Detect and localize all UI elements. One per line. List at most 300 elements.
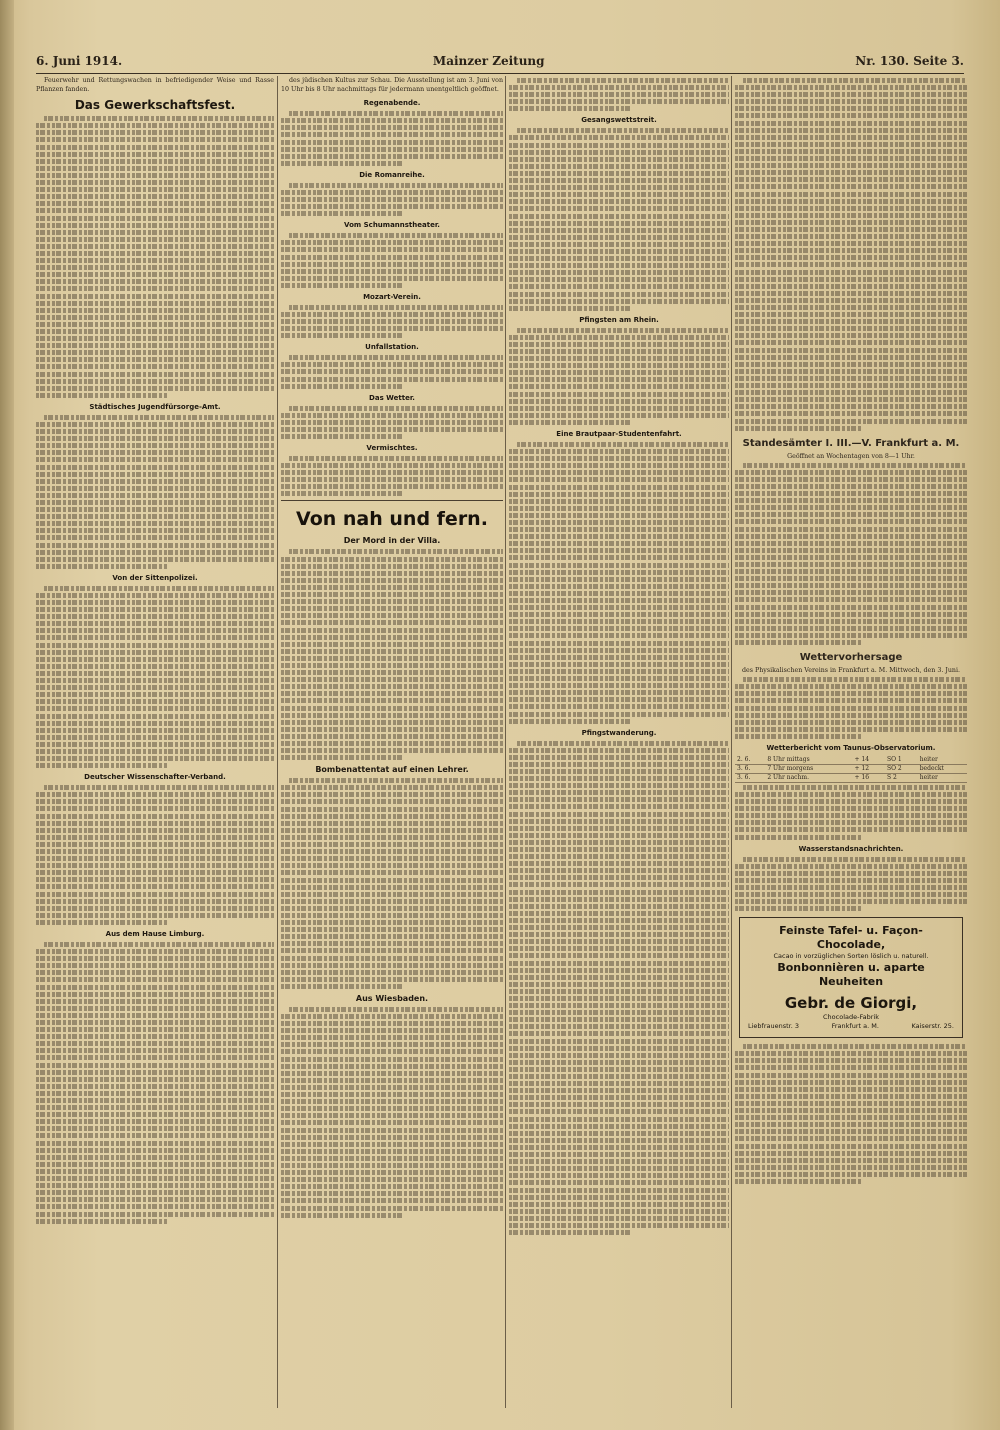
- text-line: [735, 1080, 967, 1085]
- text-line: [509, 1102, 729, 1107]
- col3-body-text: [509, 442, 729, 724]
- text-line: [509, 690, 729, 695]
- text-line: [509, 882, 729, 887]
- text-line: [509, 492, 729, 497]
- text-line: [36, 336, 274, 341]
- text-line: [509, 199, 729, 204]
- text-line: [36, 1148, 274, 1153]
- text-line: [509, 178, 729, 183]
- text-line: [281, 484, 503, 489]
- text-line: [281, 247, 503, 252]
- text-line: [281, 154, 503, 159]
- text-line: [281, 906, 503, 911]
- text-line: [281, 420, 503, 425]
- text-line: [509, 399, 729, 404]
- text-line: [509, 776, 729, 781]
- col2-subheadline: Aus Wiesbaden.: [355, 993, 429, 1003]
- text-line: [509, 619, 729, 624]
- col1-body-text: [36, 415, 274, 569]
- text-line: [36, 379, 274, 384]
- col4-weather-subtitle: des Physikalischen Vereins in Frankfurt a. M. Mittwoch, den 3. Juni.: [742, 667, 960, 675]
- text-line: [509, 633, 729, 638]
- text-line: [735, 227, 967, 232]
- text-line: [509, 669, 729, 674]
- col4-body-text: [735, 78, 967, 431]
- text-line: [36, 159, 274, 164]
- col2-section-title: Unfallstation.: [365, 343, 419, 352]
- text-line: [509, 449, 729, 454]
- text-line: [735, 1065, 967, 1070]
- text-line: [44, 586, 274, 591]
- text-line: [509, 221, 729, 226]
- text-line: [281, 384, 403, 389]
- text-line: [509, 377, 729, 382]
- text-line: [735, 706, 967, 711]
- text-line: [289, 233, 503, 238]
- text-line: [509, 989, 729, 994]
- text-line: [735, 1129, 967, 1134]
- text-line: [509, 206, 729, 211]
- col2-body-text: [281, 355, 503, 388]
- text-line: [36, 479, 274, 484]
- text-line: [281, 1128, 503, 1133]
- text-line: [509, 961, 729, 966]
- col2-section-title: Das Wetter.: [369, 393, 415, 402]
- text-line: [509, 577, 729, 582]
- text-line: [509, 662, 729, 667]
- text-line: [509, 548, 729, 553]
- text-line: [735, 527, 967, 532]
- text-line: [509, 1138, 729, 1143]
- text-line: [36, 842, 274, 847]
- text-line: [36, 1112, 274, 1117]
- col1-headline: Das Gewerkschaftsfest.: [74, 98, 236, 113]
- text-line: [281, 920, 503, 925]
- text-line: [509, 748, 729, 753]
- header-issue: Nr. 130. Seite 3.: [855, 54, 964, 68]
- text-line: [36, 799, 274, 804]
- text-line: [509, 92, 729, 97]
- text-line: [36, 1041, 274, 1046]
- text-line: [281, 240, 503, 245]
- text-line: [509, 171, 729, 176]
- col3-body-text: [509, 741, 729, 1235]
- col3-body-text: [509, 328, 729, 425]
- weather-cell: + 14: [853, 756, 885, 765]
- text-line: [509, 932, 729, 937]
- text-line: [281, 147, 503, 152]
- column-1: [36, 76, 274, 1408]
- text-line: [36, 877, 274, 882]
- text-line: [36, 856, 274, 861]
- col2-body-text: [281, 233, 503, 288]
- text-line: [735, 291, 967, 296]
- text-line: [735, 562, 967, 567]
- text-line: [509, 370, 729, 375]
- text-line: [36, 500, 274, 505]
- text-line: [36, 329, 274, 334]
- col2-section-title: Vom Schumannstheater.: [344, 221, 440, 230]
- page-header: [36, 52, 964, 74]
- column-rule: [277, 76, 278, 1408]
- text-line: [735, 1122, 967, 1127]
- text-line: [509, 1031, 729, 1036]
- col3-section-title: Pfingsten am Rhein.: [579, 315, 659, 324]
- text-line: [44, 785, 274, 790]
- text-line: [36, 386, 274, 391]
- text-line: [281, 140, 503, 145]
- text-line: [735, 156, 967, 161]
- text-line: [36, 1190, 274, 1195]
- text-line: [281, 1163, 503, 1168]
- text-line: [509, 854, 729, 859]
- text-line: [735, 612, 967, 617]
- text-line: [36, 828, 274, 833]
- text-line: [509, 1173, 729, 1178]
- text-line: [281, 283, 403, 288]
- col1-section-title: Deutscher Wissenschafter-Verband.: [84, 773, 226, 782]
- text-line: [281, 1135, 503, 1140]
- text-line: [281, 1092, 503, 1097]
- text-line: [36, 564, 167, 569]
- text-line: [281, 326, 503, 331]
- text-line: [281, 204, 503, 209]
- text-line: [517, 741, 729, 746]
- text-line: [281, 1099, 503, 1104]
- col3-body-text: [509, 78, 729, 111]
- text-line: [289, 549, 503, 554]
- text-line: [281, 585, 503, 590]
- text-line: [36, 1084, 274, 1089]
- text-line: [36, 628, 274, 633]
- page-fold-shadow: [0, 0, 14, 1430]
- weather-cell: + 16: [853, 773, 885, 782]
- text-line: [735, 1115, 967, 1120]
- text-line: [281, 1198, 503, 1203]
- text-line: [735, 470, 967, 475]
- text-line: [735, 262, 967, 267]
- text-line: [281, 878, 503, 883]
- weather-cell: + 12: [853, 764, 885, 773]
- text-line: [735, 534, 967, 539]
- text-line: [36, 1070, 274, 1075]
- text-line: [281, 656, 503, 661]
- text-line: [509, 626, 729, 631]
- divider: [281, 500, 503, 501]
- text-line: [36, 692, 274, 697]
- text-line: [735, 590, 967, 595]
- col1-section-title: Von der Sittenpolizei.: [112, 573, 198, 582]
- text-line: [281, 599, 503, 604]
- text-line: [36, 657, 274, 662]
- text-line: [281, 312, 503, 317]
- text-line: [735, 135, 967, 140]
- text-line: [735, 241, 967, 246]
- col4-water-title: Wasserstandsnachrichten.: [798, 844, 904, 853]
- text-line: [281, 1184, 503, 1189]
- text-line: [735, 1087, 967, 1092]
- text-line: [36, 614, 274, 619]
- text-line: [36, 180, 274, 185]
- text-line: [735, 92, 967, 97]
- text-line: [36, 457, 274, 462]
- text-line: [36, 357, 274, 362]
- text-line: [735, 640, 863, 645]
- text-line: [281, 413, 503, 418]
- text-line: [509, 819, 729, 824]
- text-line: [509, 99, 729, 104]
- text-line: [36, 714, 274, 719]
- text-line: [509, 1095, 729, 1100]
- text-line: [281, 1064, 503, 1069]
- text-line: [281, 276, 503, 281]
- text-line: [509, 228, 729, 233]
- text-line: [281, 132, 503, 137]
- text-line: [36, 194, 274, 199]
- text-line: [36, 1183, 274, 1188]
- text-line: [509, 413, 729, 418]
- text-line: [509, 1188, 729, 1193]
- text-line: [36, 977, 274, 982]
- col4-body-text: [735, 1044, 967, 1184]
- col1-section-title: Aus dem Hause Limburg.: [105, 929, 205, 938]
- text-line: [36, 906, 274, 911]
- text-line: [509, 1074, 729, 1079]
- text-line: [281, 1156, 503, 1161]
- text-line: [509, 534, 729, 539]
- text-line: [281, 592, 503, 597]
- text-line: [281, 1021, 503, 1026]
- col3-section-title: Eine Brautpaar-Studentenfahrt.: [556, 429, 682, 438]
- text-line: [36, 272, 274, 277]
- text-line: [735, 512, 967, 517]
- text-line: [36, 535, 274, 540]
- text-line: [36, 557, 274, 562]
- text-line: [281, 892, 503, 897]
- text-line: [509, 1223, 729, 1228]
- text-line: [281, 977, 503, 982]
- text-line: [509, 918, 729, 923]
- text-line: [509, 1003, 729, 1008]
- text-line: [509, 755, 729, 760]
- text-line: [509, 925, 729, 930]
- text-line: [36, 685, 274, 690]
- text-line: [36, 550, 274, 555]
- text-line: [509, 861, 729, 866]
- weather-row: [735, 756, 967, 765]
- text-line: [509, 790, 729, 795]
- text-line: [36, 223, 274, 228]
- text-line: [281, 984, 403, 989]
- text-line: [735, 892, 967, 897]
- text-line: [281, 734, 503, 739]
- text-line: [36, 792, 274, 797]
- text-line: [289, 111, 503, 116]
- col1-body-text: [36, 586, 274, 768]
- text-line: [281, 427, 503, 432]
- column-2: [281, 76, 503, 1408]
- text-line: [36, 350, 274, 355]
- text-line: [36, 1020, 274, 1025]
- text-line: [509, 235, 729, 240]
- text-line: [281, 564, 503, 569]
- text-line: [509, 1230, 630, 1235]
- text-line: [735, 583, 967, 588]
- text-line: [509, 1060, 729, 1065]
- text-line: [735, 326, 967, 331]
- weather-row: [735, 773, 967, 782]
- text-line: [735, 192, 967, 197]
- text-line: [509, 826, 729, 831]
- text-line: [281, 269, 503, 274]
- text-line: [281, 691, 503, 696]
- text-line: [36, 450, 274, 455]
- text-line: [36, 123, 274, 128]
- text-line: [735, 597, 967, 602]
- text-line: [36, 892, 274, 897]
- text-line: [281, 821, 503, 826]
- text-line: [735, 1051, 967, 1056]
- text-line: [509, 1166, 729, 1171]
- weather-cell: bedeckt: [918, 764, 967, 773]
- text-line: [735, 813, 967, 818]
- text-line: [281, 197, 503, 202]
- text-line: [36, 1197, 274, 1202]
- text-line: [509, 655, 729, 660]
- text-line: [36, 343, 274, 348]
- text-line: [281, 849, 503, 854]
- text-line: [509, 1024, 729, 1029]
- text-line: [36, 443, 274, 448]
- text-line: [735, 885, 967, 890]
- text-line: [509, 356, 729, 361]
- text-line: [743, 1044, 967, 1049]
- text-line: [743, 78, 967, 83]
- text-line: [735, 355, 967, 360]
- col4-body-text: [735, 785, 967, 840]
- text-line: [281, 1049, 503, 1054]
- text-line: [509, 946, 729, 951]
- text-line: [735, 170, 967, 175]
- text-line: [281, 670, 503, 675]
- text-line: [735, 626, 967, 631]
- header-date: 6. Juni 1914.: [36, 54, 123, 68]
- text-line: [509, 1046, 729, 1051]
- text-line: [735, 691, 967, 696]
- text-line: [36, 963, 274, 968]
- text-line: [281, 118, 503, 123]
- text-line: [735, 698, 967, 703]
- text-line: [735, 333, 967, 338]
- text-line: [735, 1179, 863, 1184]
- text-line: [281, 1120, 503, 1125]
- text-line: [281, 970, 503, 975]
- weather-cell: 7 Uhr morgens: [765, 764, 852, 773]
- text-line: [281, 161, 403, 166]
- text-line: [36, 671, 274, 676]
- text-line: [735, 348, 967, 353]
- text-line: [281, 606, 503, 611]
- text-line: [281, 1191, 503, 1196]
- col4-body-text: [735, 857, 967, 912]
- text-line: [281, 941, 503, 946]
- text-line: [36, 393, 167, 398]
- ad-line-2: Cacao in vorzüglichen Sorten löslich u. naturell.: [773, 952, 929, 961]
- text-line: [509, 584, 729, 589]
- ad-brand-note: Chocolade-Fabrik: [823, 1013, 879, 1022]
- text-line: [281, 635, 503, 640]
- text-line: [743, 785, 967, 790]
- text-line: [36, 956, 274, 961]
- text-line: [735, 234, 967, 239]
- text-line: [36, 237, 274, 242]
- text-line: [735, 633, 967, 638]
- text-line: [509, 1081, 729, 1086]
- text-line: [735, 142, 967, 147]
- text-line: [36, 650, 274, 655]
- col2-body-text: [281, 183, 503, 216]
- text-line: [735, 199, 967, 204]
- text-line: [509, 392, 729, 397]
- text-line: [281, 1142, 503, 1147]
- text-line: [281, 628, 503, 633]
- text-line: [289, 456, 503, 461]
- text-line: [281, 1035, 503, 1040]
- weather-cell: 3. 6.: [735, 764, 765, 773]
- text-line: [509, 697, 729, 702]
- text-line: [36, 1034, 274, 1039]
- ad-address-left: Liebfrauenstr. 3: [748, 1022, 800, 1031]
- ad-address-mid: Frankfurt a. M.: [831, 1022, 879, 1031]
- text-line: [36, 870, 274, 875]
- text-line: [735, 1165, 967, 1170]
- text-line: [509, 1010, 729, 1015]
- text-line: [509, 192, 729, 197]
- text-line: [735, 1094, 967, 1099]
- text-line: [509, 306, 630, 311]
- text-line: [36, 593, 274, 598]
- text-line: [509, 1109, 729, 1114]
- text-line: [509, 541, 729, 546]
- text-line: [281, 799, 503, 804]
- col2-body-text: [281, 549, 503, 760]
- col2-body-text: [281, 305, 503, 338]
- text-line: [36, 678, 274, 683]
- text-line: [281, 1078, 503, 1083]
- text-line: [509, 420, 630, 425]
- text-line: [735, 878, 967, 883]
- weather-row: [735, 764, 967, 773]
- text-line: [281, 434, 403, 439]
- col2-subheadline: Bombenattentat auf einen Lehrer.: [315, 765, 469, 775]
- text-line: [735, 113, 967, 118]
- text-line: [509, 1117, 729, 1122]
- text-line: [509, 342, 729, 347]
- text-line: [509, 1039, 729, 1044]
- text-line: [281, 1177, 503, 1182]
- text-line: [509, 470, 729, 475]
- text-line: [281, 1149, 503, 1154]
- text-line: [289, 406, 503, 411]
- text-line: [36, 884, 274, 889]
- text-line: [735, 477, 967, 482]
- text-line: [36, 849, 274, 854]
- text-line: [735, 270, 967, 275]
- text-line: [509, 477, 729, 482]
- text-line: [509, 263, 729, 268]
- text-line: [281, 1106, 503, 1111]
- text-line: [735, 85, 967, 90]
